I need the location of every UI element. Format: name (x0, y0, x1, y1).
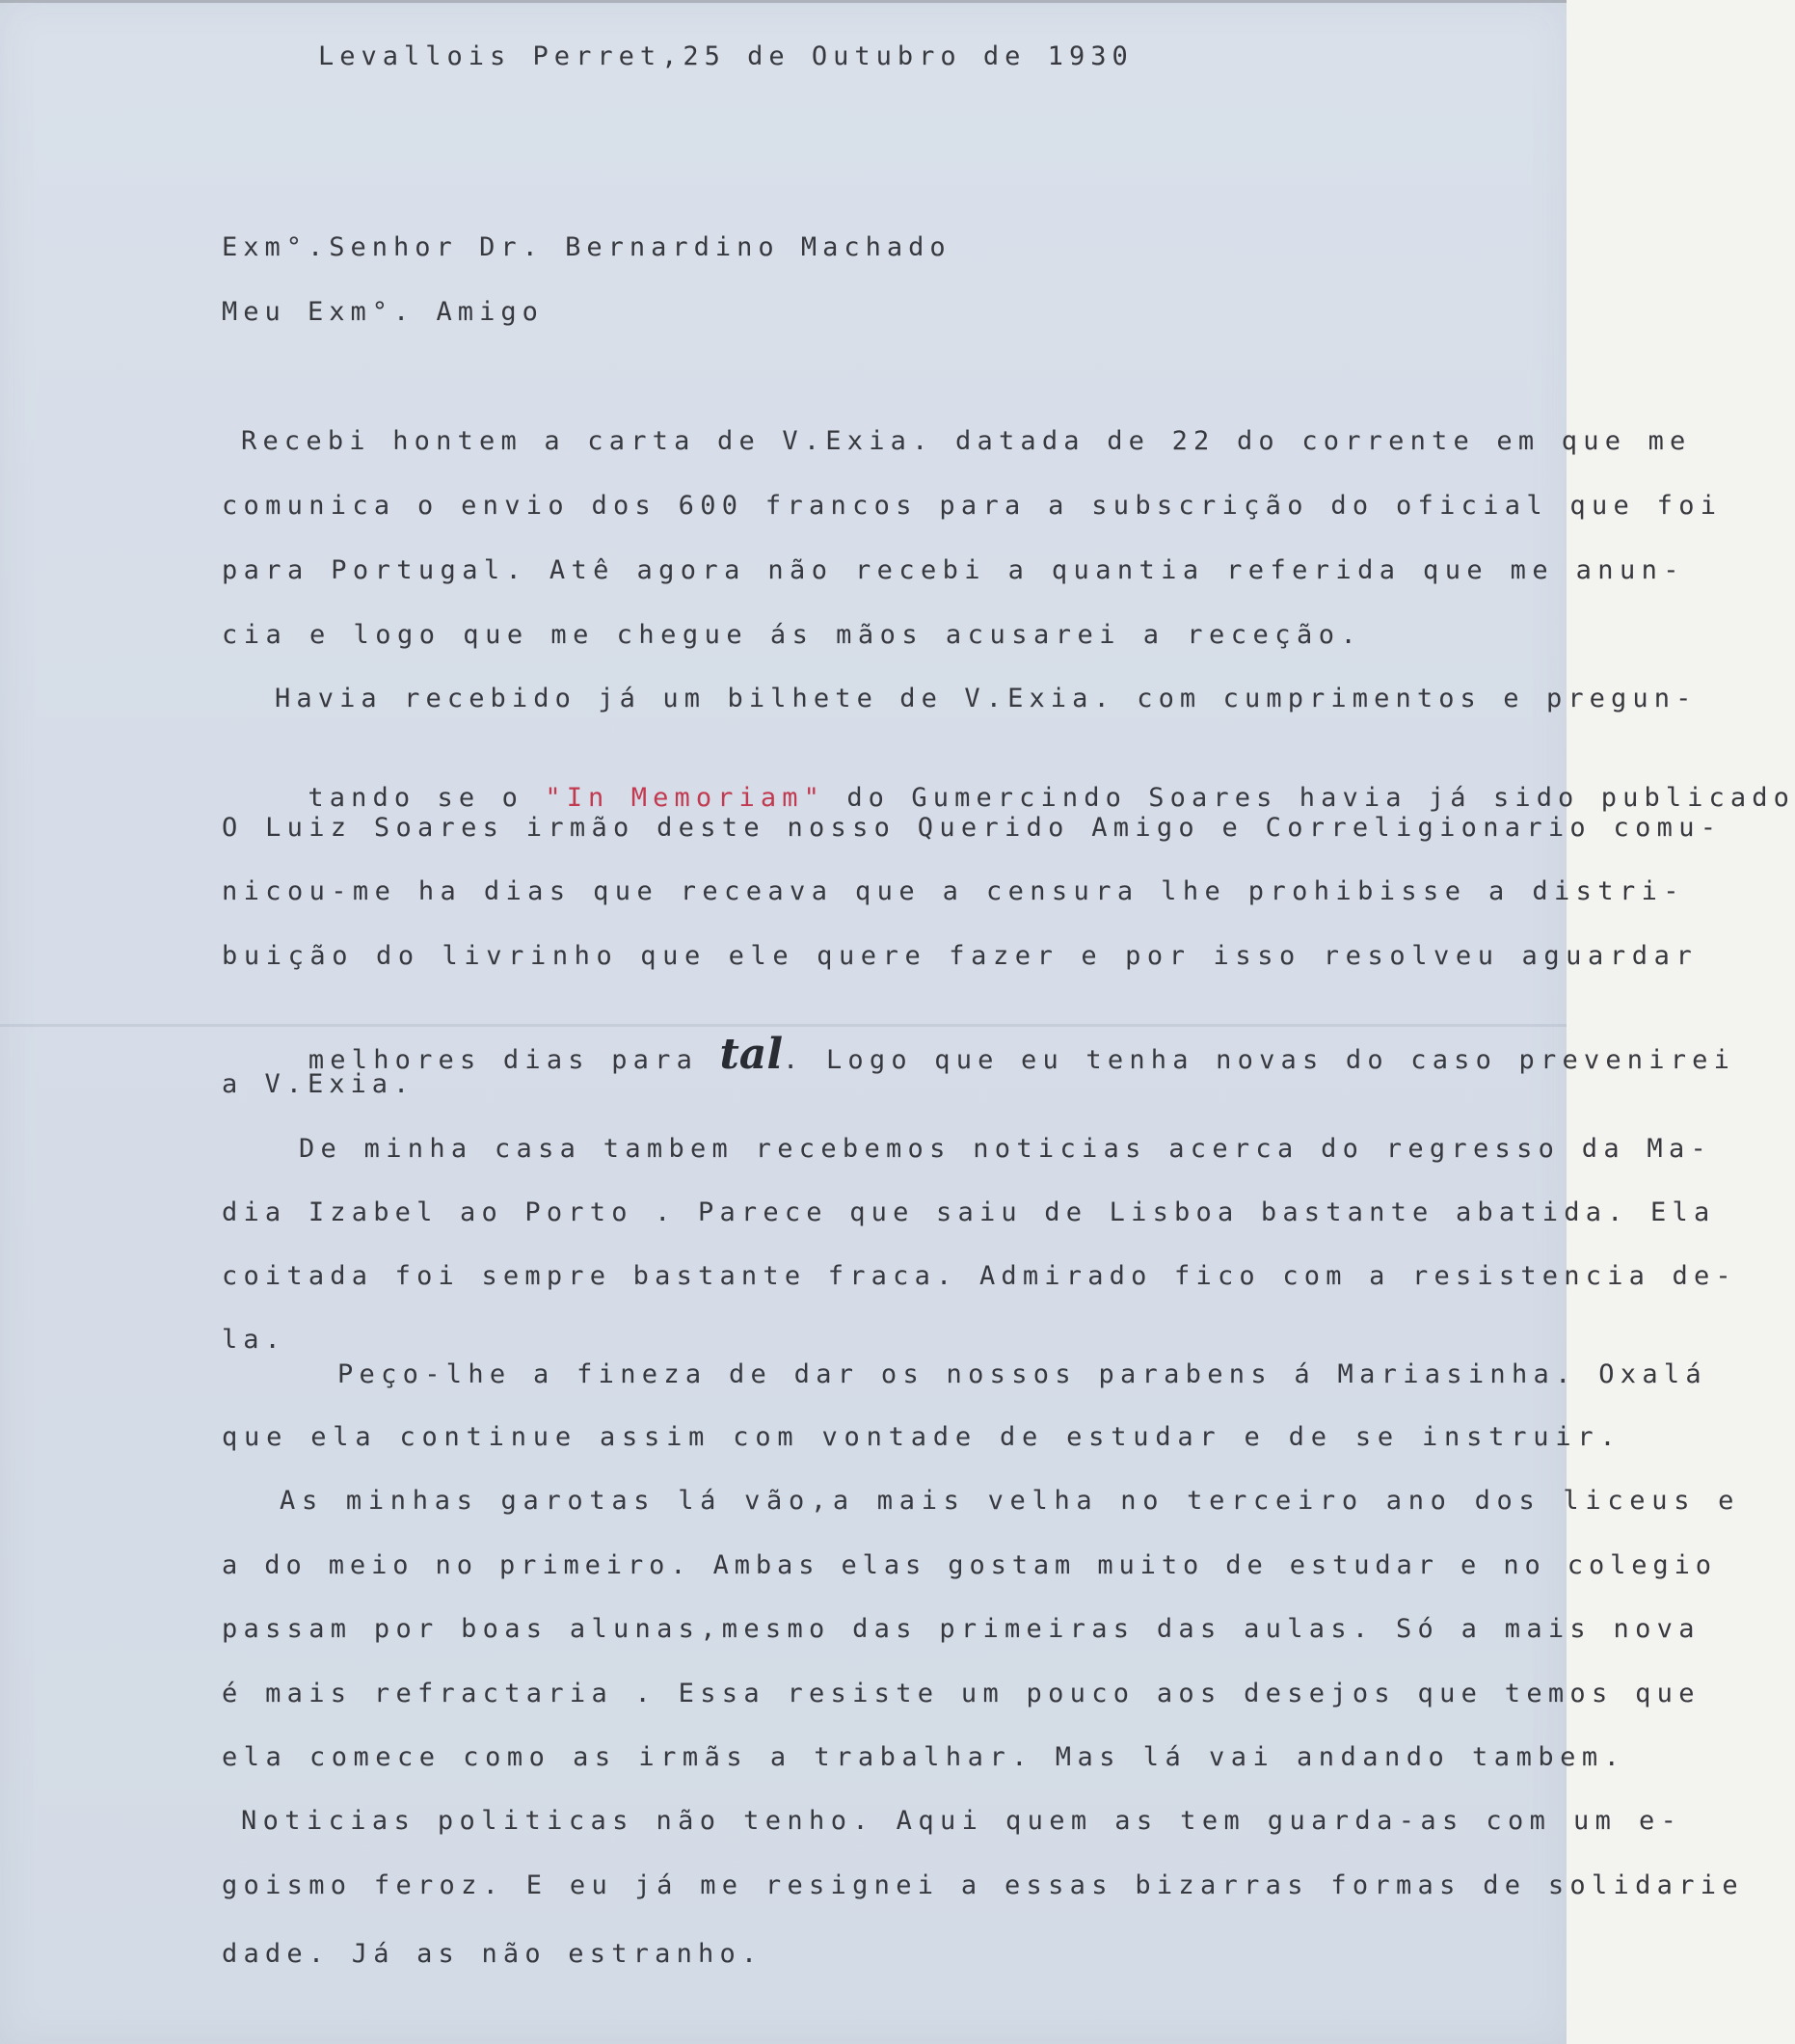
body-line: passam por boas alunas,mesmo das primeiras das aulas. Só a mais nova (222, 1614, 1701, 1644)
body-line: As minhas garotas lá vão,a mais velha no terceiro ano dos liceus e (280, 1486, 1741, 1516)
salutation-greeting: Meu Exm°. Amigo (222, 297, 544, 327)
body-text: melhores dias para (308, 1045, 720, 1075)
body-line: buição do livrinho que ele quere fazer e por isso resolveu aguardar (222, 941, 1699, 971)
body-line: para Portugal. Atê agora não recebi a quantia referida que me anun- (222, 555, 1685, 585)
body-line: coitada foi sempre bastante fraca. Admirado fico com a resistencia de- (222, 1261, 1737, 1291)
body-line: la. (222, 1325, 286, 1355)
body-line: dia Izabel ao Porto . Parece que saiu de Lisboa bastante abatida. Ela (222, 1197, 1716, 1227)
body-text: . Logo que eu tenha novas do caso prevenirei (783, 1045, 1736, 1075)
handwritten-word: tal (719, 1030, 784, 1079)
red-title-in-memoriam: "In Memoriam" (545, 783, 825, 813)
body-line: é mais refractaria . Essa resiste um pouco aos desejos que temos que (222, 1679, 1701, 1708)
body-text: do Gumercindo Soares havia já sido publicado (824, 783, 1795, 813)
body-line: nicou-me ha dias que receava que a censura lhe prohibisse a distri- (222, 876, 1685, 906)
body-line: Peço-lhe a fineza de dar os nossos parabens á Mariasinha. Oxalá (337, 1359, 1707, 1389)
salutation-recipient: Exm°.Senhor Dr. Bernardino Machado (222, 232, 951, 262)
body-line: Noticias politicas não tenho. Aqui quem as tem guarda-as com um e- (241, 1806, 1683, 1836)
body-line: que ela continue assim com vontade de estudar e de se instruir. (222, 1422, 1622, 1452)
body-line: a do meio no primeiro. Ambas elas gostam muito de estudar e no colegio (222, 1550, 1717, 1580)
body-line: O Luiz Soares irmão deste nosso Querido Amigo e Correligionario comu- (222, 813, 1723, 843)
body-line: Havia recebido já um bilhete de V.Exia. com cumprimentos e pregun- (275, 684, 1698, 713)
body-line: Recebi hontem a carta de V.Exia. datada de 22 do corrente em que me (241, 426, 1692, 456)
body-line: De minha casa tambem recebemos noticias acerca do regresso da Ma- (299, 1134, 1713, 1164)
body-line: dade. Já as não estranho. (222, 1939, 764, 1969)
body-line (222, 1003, 1735, 1113)
body-text: tando se o (308, 783, 546, 813)
place-date: Levallois Perret,25 de Outubro de 1930 (318, 41, 1134, 71)
body-line: comunica o envio dos 600 francos para a subscrição do oficial que foi (222, 491, 1723, 521)
body-line: ela comece como as irmãs a trabalhar. Mas lá vai andando tambem. (222, 1742, 1626, 1772)
body-line: a V.Exia. (222, 1069, 415, 1099)
top-edge-shadow (0, 0, 1567, 3)
body-line: goismo feroz. E eu já me resignei a essas bizarras formas de solidarie (222, 1870, 1744, 1900)
body-line: cia e logo que me chegue ás mãos acusarei a receção. (222, 620, 1363, 650)
